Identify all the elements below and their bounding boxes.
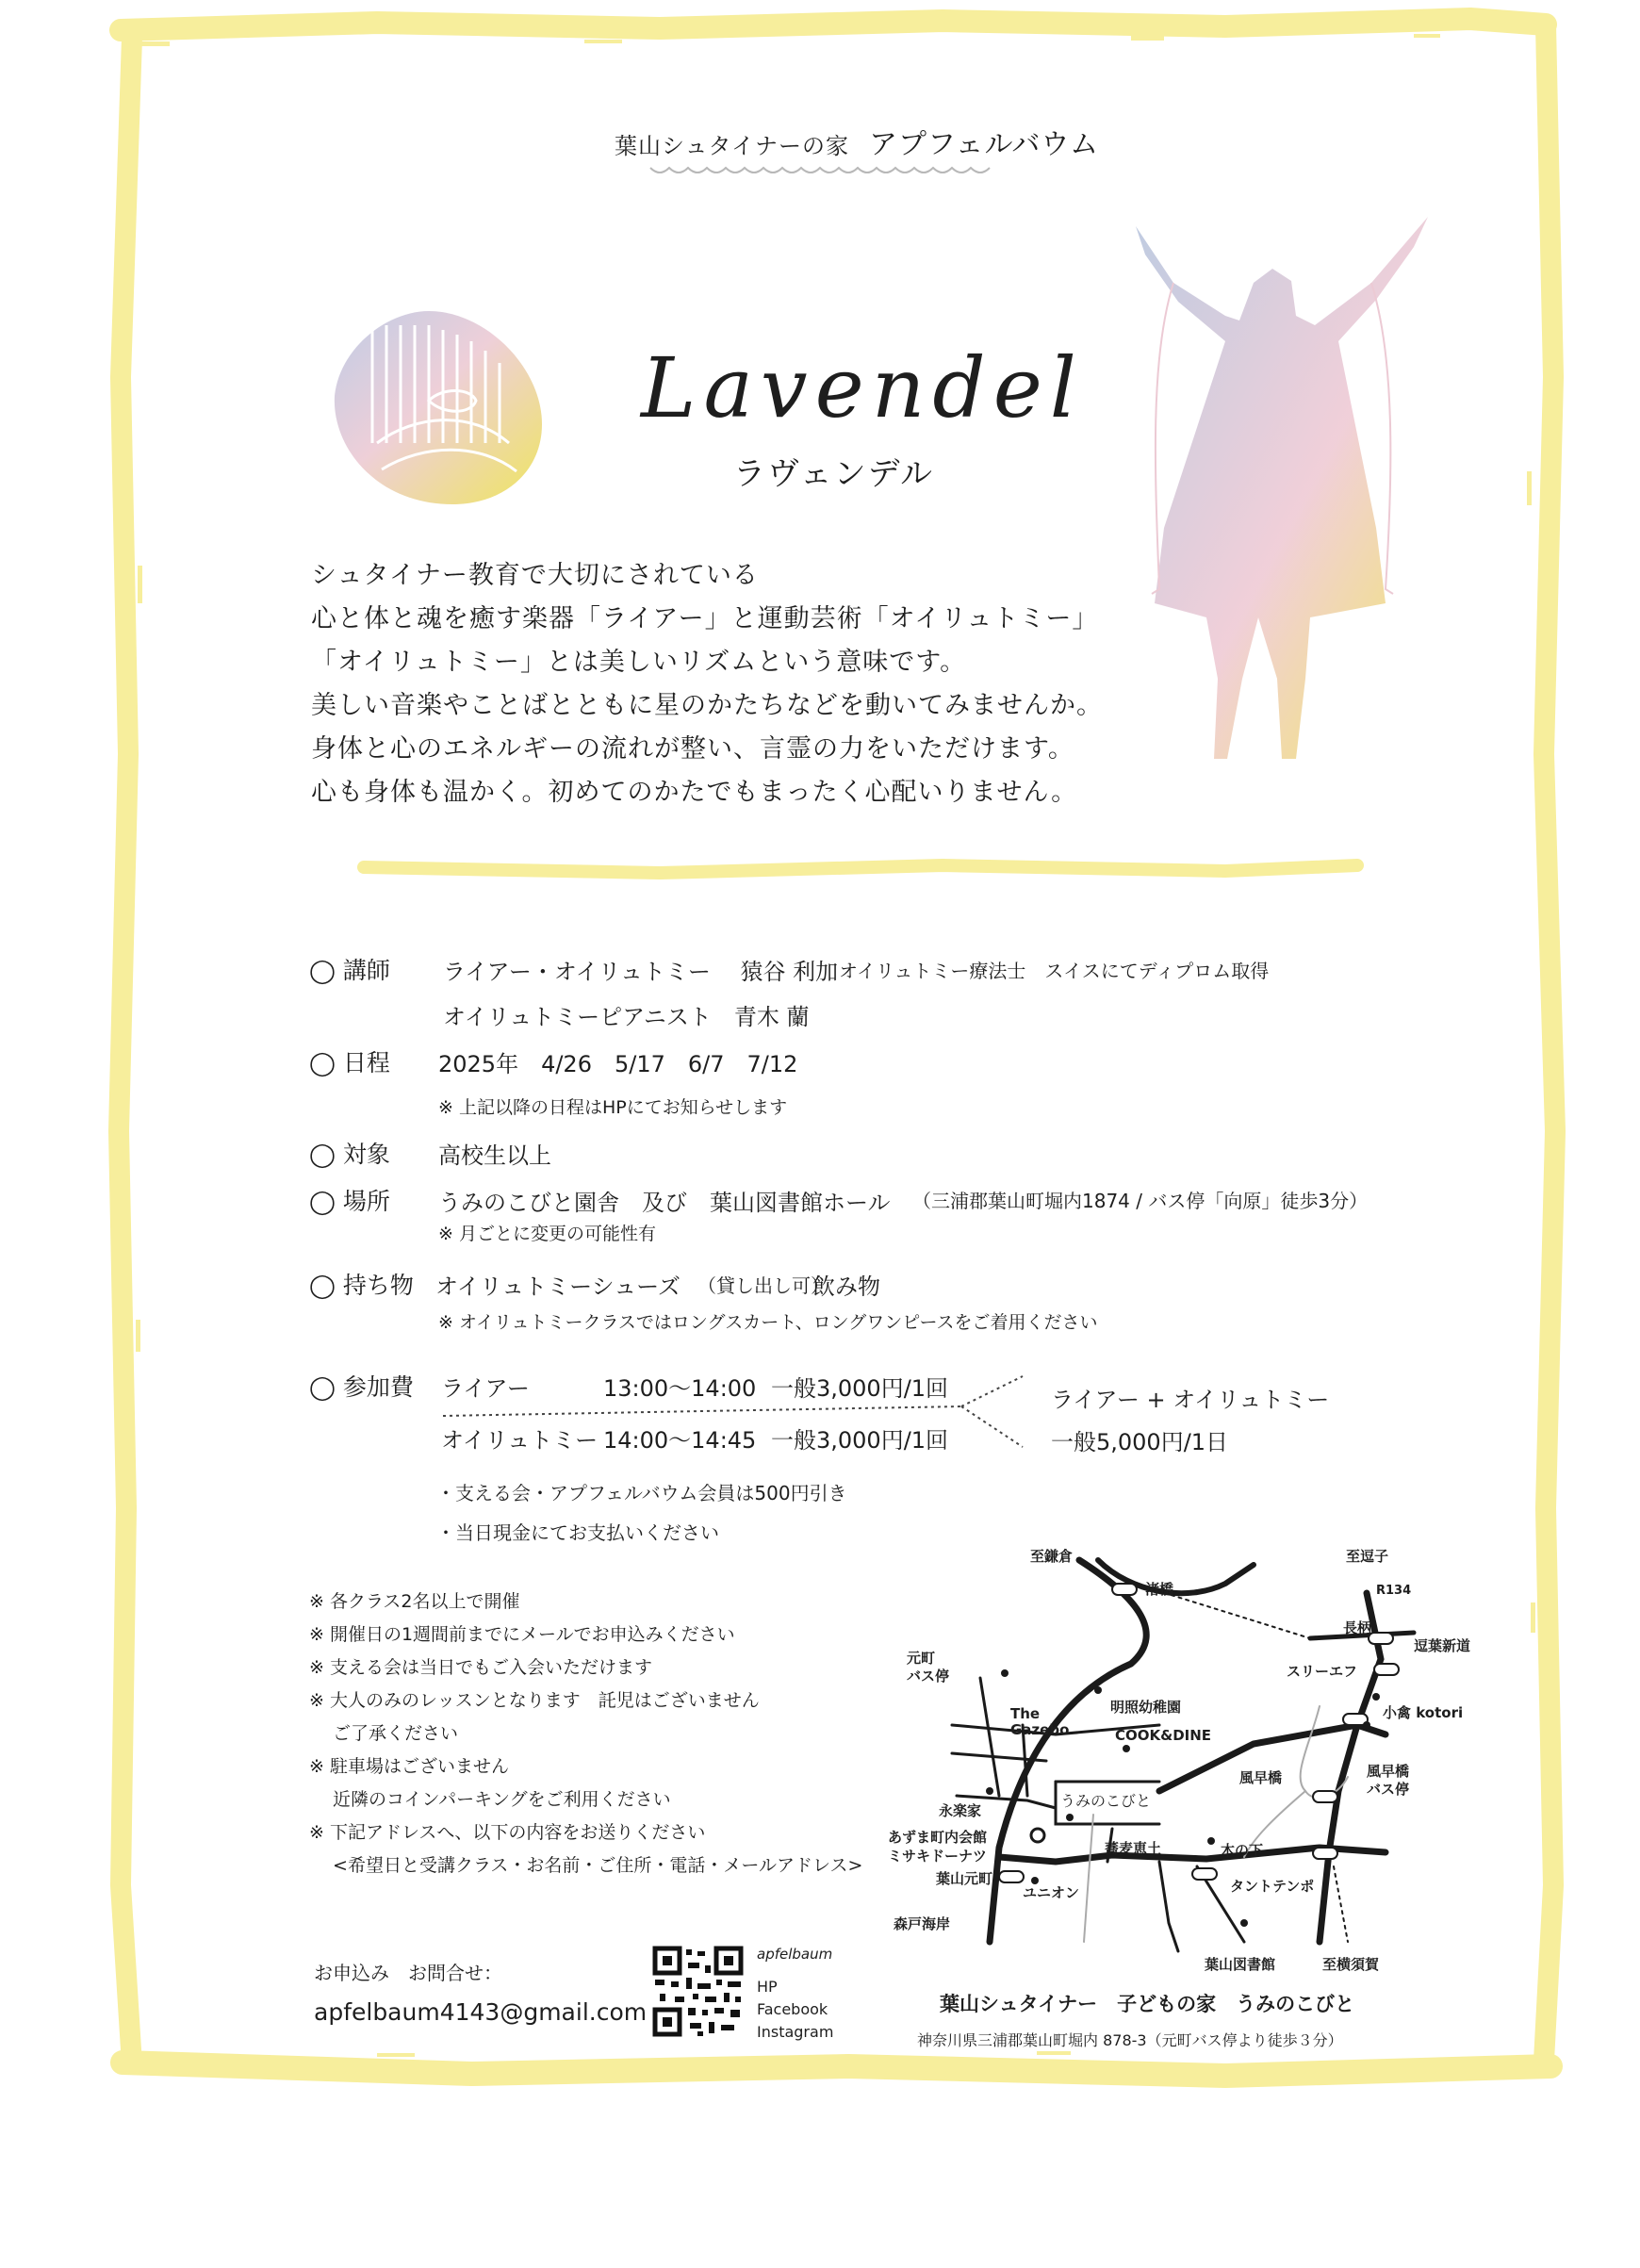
eurythmy-figure-illustration — [1136, 217, 1428, 759]
notes-list — [309, 1586, 862, 1882]
note-item: ※ 大人のみのレッスンとなります 託児はございません — [309, 1690, 760, 1711]
page-subtitle: ラヴェンデル — [733, 455, 934, 493]
qr-code — [653, 1947, 743, 2036]
venue-value: うみのこびと園舎 及び 葉山図書館ホール — [438, 1190, 891, 1216]
org-name: アプフェルバウム — [869, 128, 1100, 161]
map-label: ミサキドーナツ — [888, 1848, 987, 1865]
map-label: 葉山図書館 — [1205, 1956, 1276, 1973]
map-label: 元町 バス停 — [907, 1650, 950, 1685]
school-name: 葉山シュタイナー 子どもの家 うみのこびと — [940, 1993, 1355, 2015]
intro-line: 「オイリュトミー」とは美しいリズムという意味です。 — [311, 648, 967, 677]
bring-note: ※ オイリュトミークラスではロングスカート、ロングワンピースをご着用ください — [438, 1312, 1098, 1333]
map-label: ユニオン — [1023, 1884, 1080, 1901]
target-label: ◯ 対象 — [309, 1141, 390, 1168]
fee-label: ◯ 参加費 — [309, 1373, 414, 1401]
fee-combo-title: ライアー + オイリュトミー — [1051, 1387, 1330, 1413]
fee-row-time: 14:00〜14:45 — [603, 1427, 757, 1454]
intro-text — [311, 554, 1103, 814]
header-squiggle — [650, 168, 990, 173]
intro-line: 美しい音楽やことばとともに星のかたちなどを動いてみませんか。 — [311, 691, 1103, 720]
map-label: 至逗子 — [1346, 1548, 1389, 1565]
map-label: 風早橋 バス停 — [1367, 1763, 1410, 1798]
map-label: スリーエフ — [1287, 1663, 1358, 1680]
contact-email[interactable]: apfelbaum4143@gmail.com — [314, 1998, 648, 2026]
map-label: 明照幼稚園 — [1110, 1699, 1182, 1716]
fee-note: ・当日現金にてお支払いください — [436, 1521, 719, 1544]
intro-line: 身体と心のエネルギーの流れが整い、言霊の力をいただけます。 — [311, 734, 1074, 764]
map-label: うみのこびと — [1060, 1792, 1152, 1810]
school-address: 神奈川県三浦郡葉山町堀内 878-3（元町バス停より徒歩３分） — [917, 2031, 1343, 2049]
schedule-dates: 2025年 4/26 5/17 6/7 7/12 — [438, 1051, 798, 1077]
link-hp[interactable]: HP — [757, 1978, 778, 1996]
intro-line: 心も身体も温かく。初めてのかたでもまったく心配いりません。 — [311, 778, 1078, 807]
map-label: 至横須賀 — [1322, 1956, 1380, 1973]
map-label: 小禽 kotori — [1383, 1704, 1464, 1721]
map-label: 永楽家 — [939, 1802, 982, 1819]
bring-value: オイリュトミーシューズ — [435, 1274, 681, 1300]
map-label: R134 — [1376, 1584, 1412, 1598]
map-label: 木の下 — [1221, 1842, 1264, 1859]
fee-row-name: ライアー — [441, 1375, 530, 1402]
org-label: 葉山シュタイナーの家 — [615, 133, 850, 159]
note-item: ※ 駐車場はございません — [309, 1756, 509, 1777]
map-label: 長柄 — [1343, 1619, 1372, 1636]
note-item: ※ 各クラス2名以上で開催 — [309, 1591, 520, 1612]
map-label: 風早橋 — [1239, 1769, 1283, 1786]
note-item: 近隣のコインパーキングをご利用ください — [309, 1789, 671, 1810]
map-label: あずま町内会館 — [888, 1829, 988, 1846]
instructor-1: ライアー・オイリュトミー 猿谷 利加 — [443, 959, 839, 985]
map-label: 逗葉新道 — [1414, 1637, 1471, 1654]
instructor-2: オイリュトミーピアニスト 青木 蘭 — [443, 1004, 810, 1030]
map-label: 至鎌倉 — [1030, 1548, 1074, 1565]
map-label: 森戸海岸 — [894, 1915, 951, 1932]
contact-label: お申込み お問合せ： — [314, 1962, 502, 1984]
link-facebook[interactable]: Facebook — [757, 2000, 828, 2018]
schedule-label: ◯ 日程 — [309, 1049, 390, 1076]
target-value: 高校生以上 — [438, 1142, 551, 1169]
schedule-note: ※ 上記以降の日程はHPにてお知らせします — [438, 1097, 788, 1118]
instructor-1-note: オイリュトミー療法士 スイスにてディプロム取得 — [839, 960, 1270, 982]
map-label: COOK&DINE — [1115, 1727, 1212, 1744]
map-label: The Gazebo — [1010, 1705, 1070, 1738]
fee-row-price: 一般3,000円/1回 — [771, 1427, 949, 1454]
instructor-label: ◯ 講師 — [309, 957, 390, 984]
page-title: Lavendel — [641, 339, 1084, 436]
note-item: ※ 支える会は当日でもご入会いただけます — [309, 1657, 652, 1678]
fee-combo-price: 一般5,000円/1日 — [1051, 1429, 1229, 1455]
map-label: 葉山元町 — [936, 1870, 993, 1887]
venue-detail: （三浦郡葉山町堀内1874 / バス停「向原」徒歩3分） — [912, 1190, 1369, 1212]
venue-label: ◯ 場所 — [309, 1188, 390, 1215]
note-item: ※ 下記アドレスへ、以下の内容をお送りください — [309, 1822, 706, 1843]
fee-row-time: 13:00〜14:00 — [603, 1375, 757, 1402]
bring-value-2: 飲み物 — [812, 1274, 880, 1300]
map-label: 蕎麦恵土 — [1105, 1840, 1162, 1857]
note-item: ※ 開催日の1週間前までにメールでお申込みください — [309, 1624, 735, 1645]
link-instagram[interactable]: Instagram — [757, 2023, 834, 2041]
map-label: タントテンポ — [1230, 1878, 1315, 1895]
intro-line: シュタイナー教育で大切にされている — [311, 561, 759, 590]
intro-line: 心と体と魂を癒す楽器「ライアー」と運動芸術「オイリュトミー」 — [311, 604, 1099, 633]
fee-row-name: オイリュトミー — [441, 1427, 599, 1454]
venue-note: ※ 月ごとに変更の可能性有 — [438, 1224, 656, 1244]
fee-note: ・支える会・アプフェルバウム会員は500円引き — [436, 1482, 847, 1504]
fee-row-price: 一般3,000円/1回 — [771, 1375, 949, 1402]
note-item: ご了承ください — [309, 1723, 459, 1744]
map-label: 渚橋 — [1145, 1581, 1174, 1598]
qr-title: apfelbaum — [757, 1946, 833, 1963]
bring-rent: （貸し出し可） — [697, 1274, 829, 1297]
note-item: <希望日と受講クラス・お名前・ご住所・電話・メールアドレス> — [309, 1855, 863, 1876]
bring-label: ◯ 持ち物 — [309, 1272, 414, 1299]
lyre-illustration — [335, 311, 542, 504]
